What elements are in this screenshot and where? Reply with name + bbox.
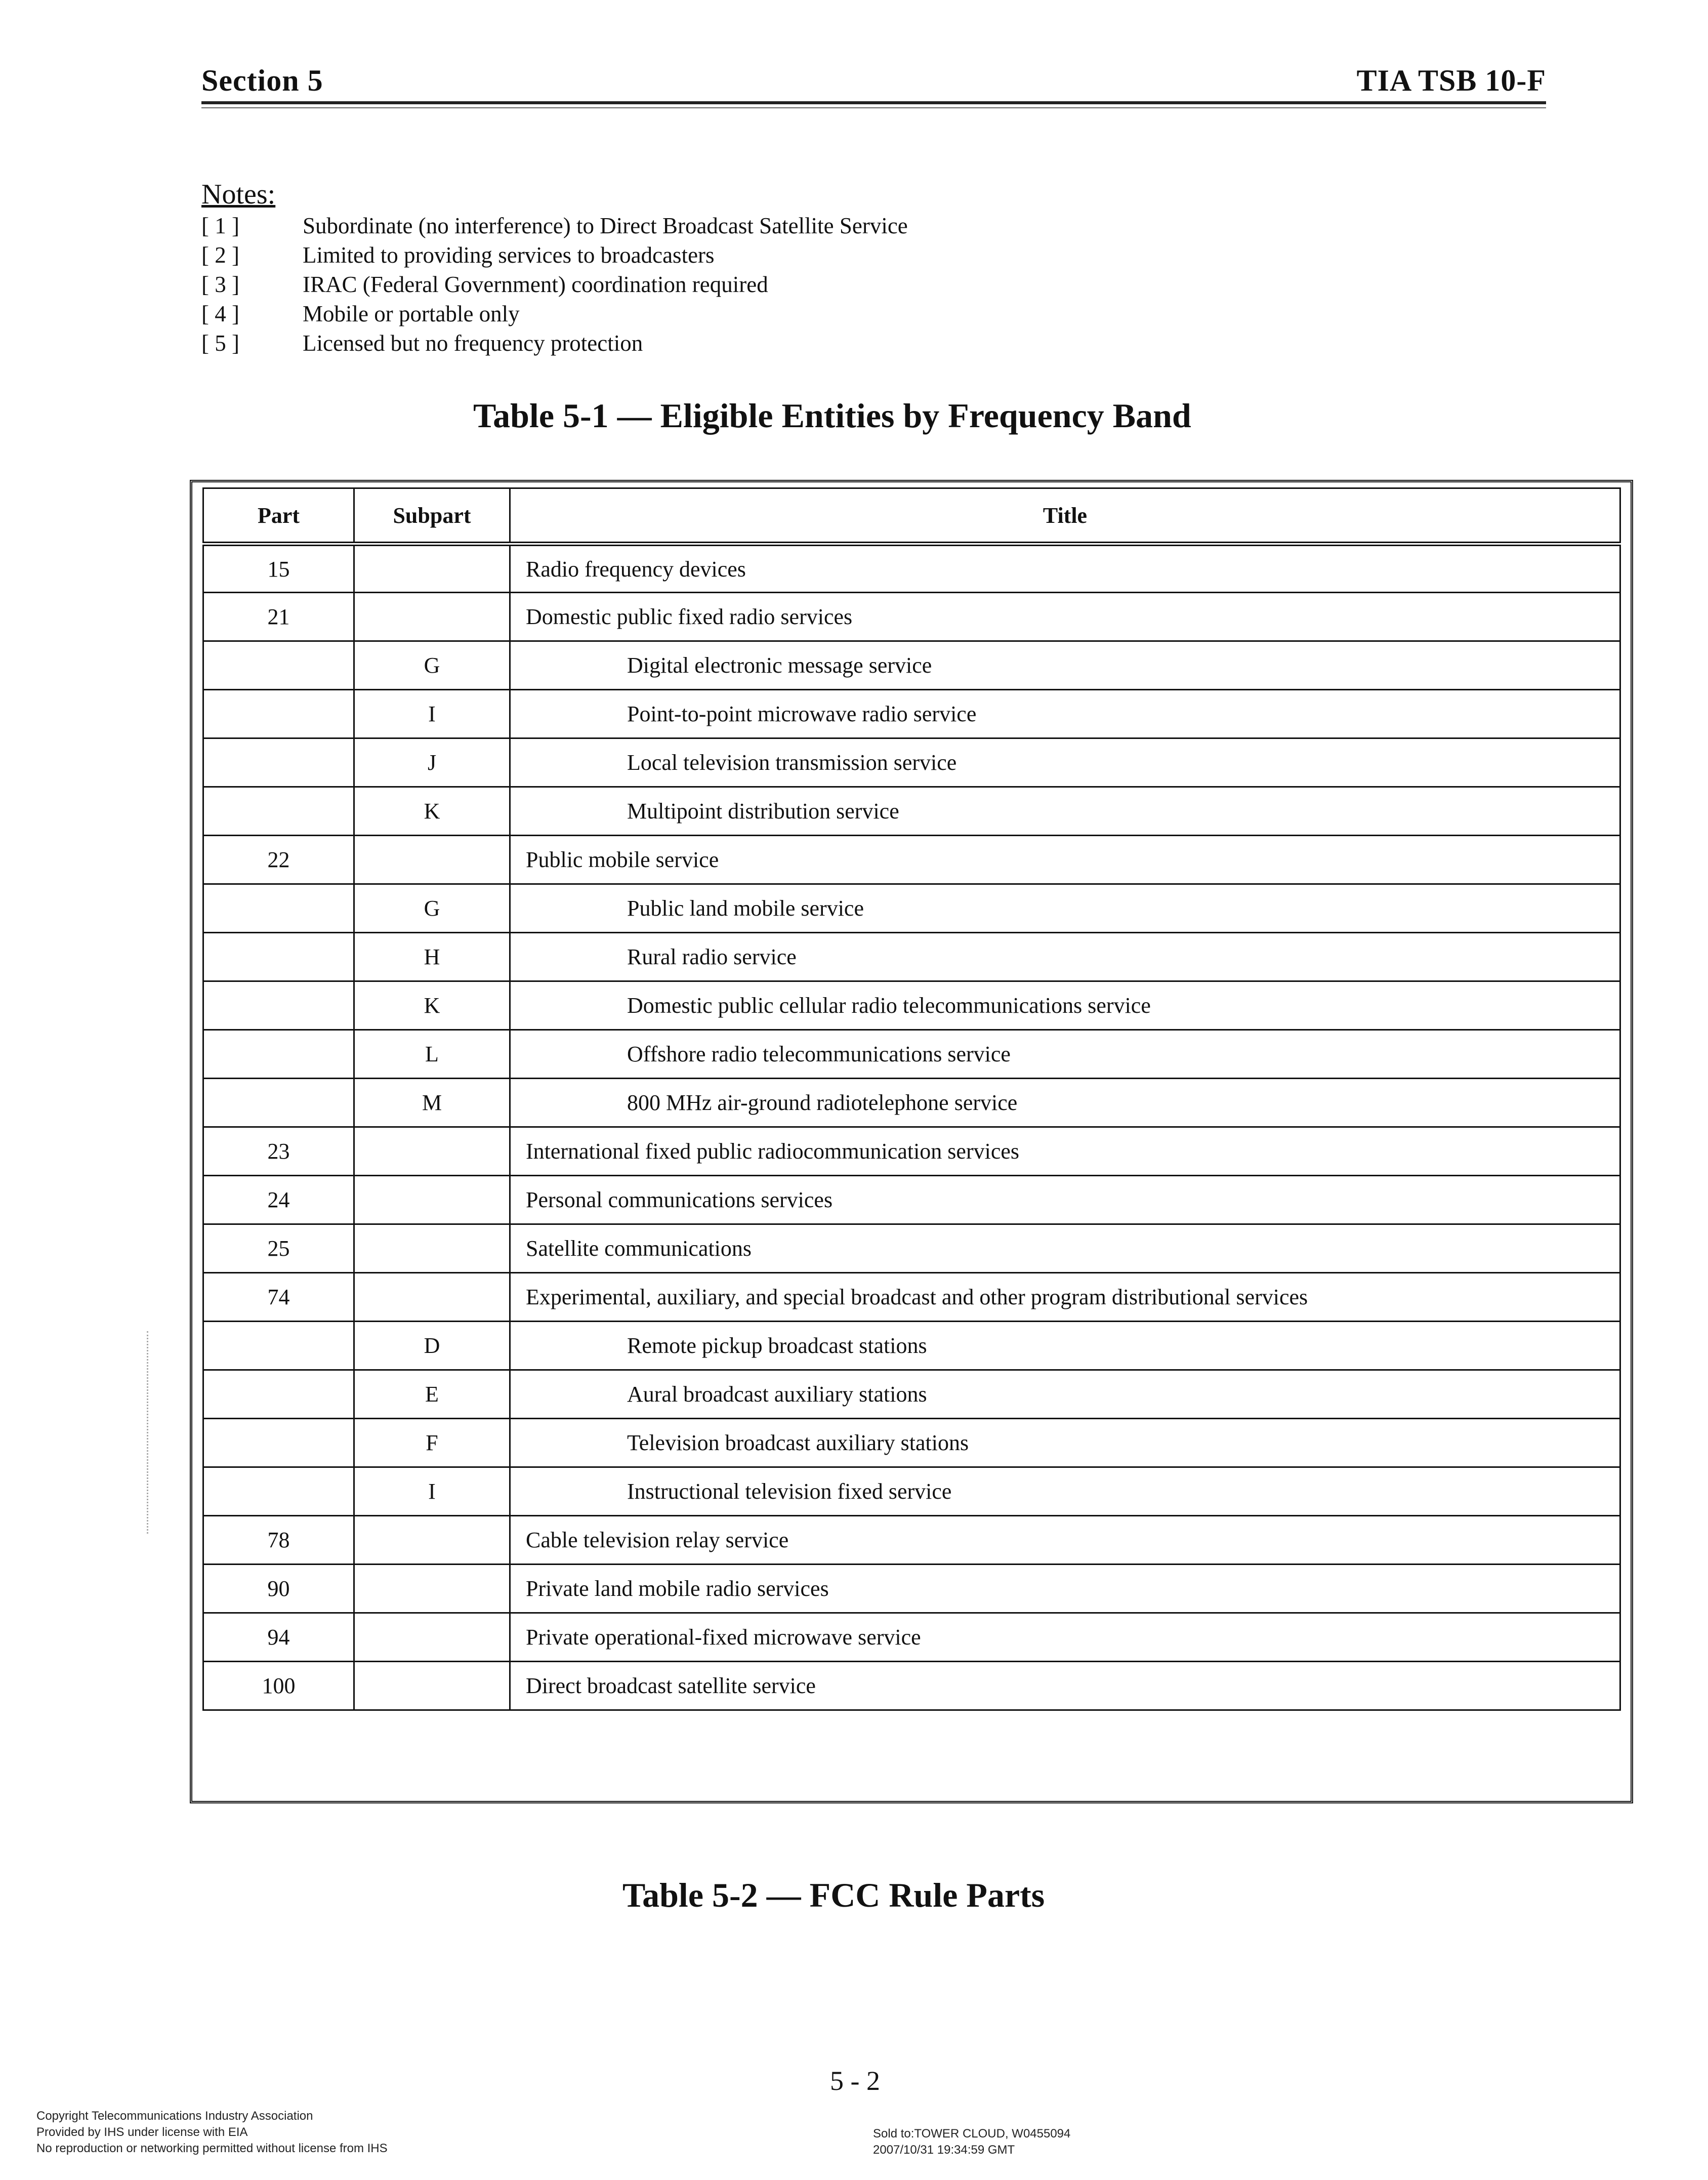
table-row [203,1079,1620,1127]
cell-title: Local television transmission service [510,738,1620,787]
table-row [203,738,1620,787]
note-item [201,301,520,327]
table-row [203,1565,1620,1613]
note-text: IRAC (Federal Government) coordination required [303,272,768,297]
section-label: Section 5 [201,64,323,97]
cell-subpart: E [354,1370,510,1419]
cell-part [203,1467,354,1516]
cell-title: Private land mobile radio services [510,1565,1620,1613]
cell-subpart [354,1273,510,1322]
note-item [201,330,643,356]
table-row [203,1030,1620,1079]
cell-subpart [354,1516,510,1565]
cell-part [203,981,354,1030]
column-header-subpart: Subpart [354,488,510,544]
cell-subpart: J [354,738,510,787]
cell-subpart: M [354,1079,510,1127]
cell-part: 74 [203,1273,354,1322]
footer-line: Copyright Telecommunications Industry Association [36,2109,313,2123]
cell-title: Private operational-fixed microwave service [510,1613,1620,1662]
cell-subpart [354,544,510,593]
cell-part: 90 [203,1565,354,1613]
cell-part [203,690,354,738]
table-row [203,836,1620,884]
page-number: 5 - 2 [830,2066,880,2096]
cell-title: Point-to-point microwave radio service [510,690,1620,738]
cell-subpart [354,1176,510,1224]
cell-title: Remote pickup broadcast stations [510,1322,1620,1370]
cell-title: Offshore radio telecommunications service [510,1030,1620,1079]
cell-part [203,787,354,836]
cell-part: 24 [203,1176,354,1224]
cell-title: Radio frequency devices [510,544,1620,593]
cell-title: Cable television relay service [510,1516,1620,1565]
cell-title: International fixed public radiocommunication services [510,1127,1620,1176]
note-text: Licensed but no frequency protection [303,331,643,356]
note-item [201,242,715,268]
column-header-title: Title [510,488,1620,544]
cell-subpart: H [354,933,510,981]
cell-subpart [354,836,510,884]
table-header-row [203,488,1620,544]
table-body [203,544,1620,1710]
table-row [203,1419,1620,1467]
cell-subpart [354,1127,510,1176]
cell-part [203,641,354,690]
cell-part [203,933,354,981]
footer-line: No reproduction or networking permitted without license from IHS [36,2142,388,2155]
cell-part: 23 [203,1127,354,1176]
table-row [203,1273,1620,1322]
table-row [203,690,1620,738]
cell-title: Aural broadcast auxiliary stations [510,1370,1620,1419]
cell-part [203,1419,354,1467]
cell-title: Instructional television fixed service [510,1467,1620,1516]
note-number: [ 5 ] [201,331,239,356]
cell-part [203,738,354,787]
notes-title: Notes: [201,179,276,210]
cell-part: 25 [203,1224,354,1273]
note-number: [ 4 ] [201,301,239,326]
table-row [203,1322,1620,1370]
note-text: Mobile or portable only [303,301,520,326]
cell-title: Public mobile service [510,836,1620,884]
cell-title: Domestic public cellular radio telecommunications service [510,981,1620,1030]
table-row [203,1467,1620,1516]
footer-line: Provided by IHS under license with EIA [36,2125,248,2139]
note-text: Limited to providing services to broadcasters [303,242,715,268]
cell-title: Domestic public fixed radio services [510,593,1620,641]
cell-part: 21 [203,593,354,641]
table2-caption: Table 5-2 — FCC Rule Parts [622,1876,1045,1914]
cell-part [203,1030,354,1079]
header-rule-thin [201,107,1546,108]
cell-title: Personal communications services [510,1176,1620,1224]
cell-title: 800 MHz air-ground radiotelephone service [510,1079,1620,1127]
cell-title: Digital electronic message service [510,641,1620,690]
cell-part: 100 [203,1662,354,1710]
column-header-part: Part [203,488,354,544]
cell-part: 22 [203,836,354,884]
table-row [203,1224,1620,1273]
table-row [203,641,1620,690]
cell-title: Rural radio service [510,933,1620,981]
table-row [203,1370,1620,1419]
table-row [203,1662,1620,1710]
cell-title: Direct broadcast satellite service [510,1662,1620,1710]
cell-subpart: I [354,1467,510,1516]
note-item [201,271,768,298]
cell-subpart [354,593,510,641]
cell-title: Television broadcast auxiliary stations [510,1419,1620,1467]
rule-parts-table [202,487,1621,1711]
note-number: [ 1 ] [201,213,239,238]
cell-subpart: G [354,884,510,933]
rule-parts-table-frame [190,480,1633,1803]
cell-subpart: I [354,690,510,738]
cell-title: Public land mobile service [510,884,1620,933]
table-row [203,787,1620,836]
cell-part [203,1370,354,1419]
table-row [203,1176,1620,1224]
table-row [203,544,1620,593]
cell-title: Satellite communications [510,1224,1620,1273]
table1-caption: Table 5-1 — Eligible Entities by Frequency Band [473,396,1191,435]
cell-subpart: G [354,641,510,690]
table-row [203,1127,1620,1176]
table-row [203,933,1620,981]
cell-subpart [354,1224,510,1273]
cell-subpart: D [354,1322,510,1370]
table-row [203,884,1620,933]
footer-line: 2007/10/31 19:34:59 GMT [873,2143,1015,2157]
cell-part: 78 [203,1516,354,1565]
note-text: Subordinate (no interference) to Direct Broadcast Satellite Service [303,213,908,238]
cell-subpart [354,1662,510,1710]
footer-line: Sold to:TOWER CLOUD, W0455094 [873,2127,1071,2141]
table-row [203,981,1620,1030]
note-number: [ 2 ] [201,242,239,268]
footer-copyright [36,2108,388,2157]
cell-subpart [354,1613,510,1662]
header-rule [201,101,1546,104]
footer-license [873,2126,1070,2158]
table-row [203,1613,1620,1662]
cell-part [203,1079,354,1127]
document-id: TIA TSB 10-F [1356,64,1546,97]
note-number: [ 3 ] [201,272,239,297]
scan-artifact-dots [147,1331,152,1534]
cell-part: 15 [203,544,354,593]
cell-subpart: L [354,1030,510,1079]
cell-subpart: K [354,787,510,836]
cell-subpart [354,1565,510,1613]
cell-part [203,1322,354,1370]
table-row [203,593,1620,641]
cell-title: Multipoint distribution service [510,787,1620,836]
cell-subpart: K [354,981,510,1030]
table-row [203,1516,1620,1565]
cell-subpart: F [354,1419,510,1467]
cell-part [203,884,354,933]
cell-part: 94 [203,1613,354,1662]
cell-title: Experimental, auxiliary, and special broadcast and other program distributional services [510,1273,1620,1322]
note-item [201,213,908,239]
